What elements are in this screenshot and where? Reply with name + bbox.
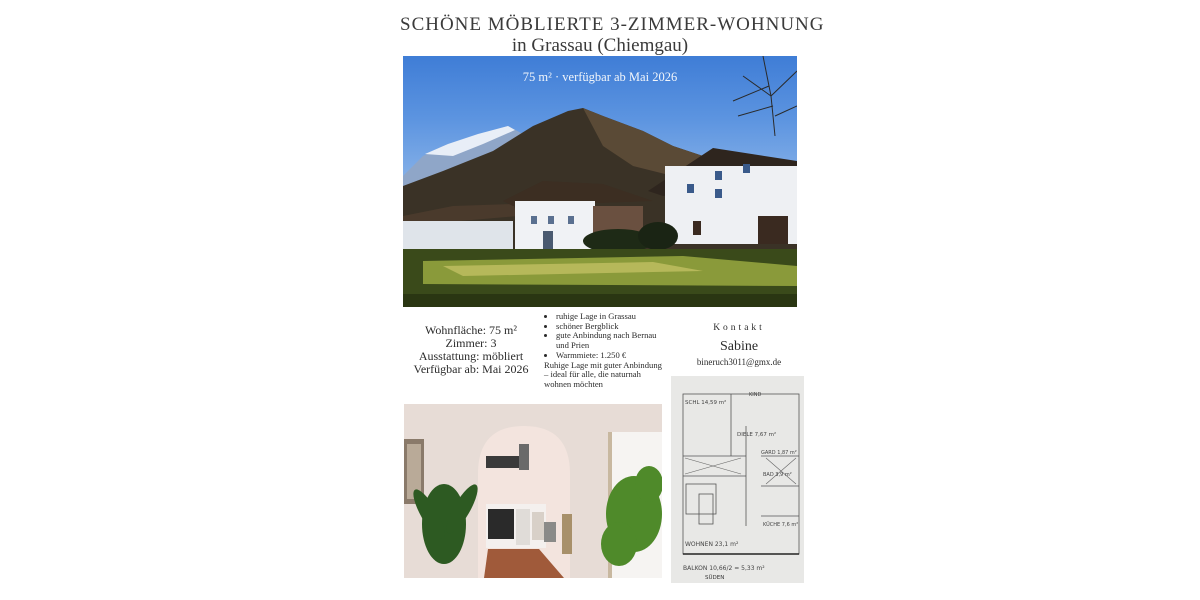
svg-text:DIELE 7,67 m²: DIELE 7,67 m² — [737, 432, 777, 438]
svg-text:BALKON 10,66/2 = 5,33 m²: BALKON 10,66/2 = 5,33 m² — [683, 565, 765, 572]
contact-email[interactable]: bineruch3011@gmx.de — [696, 357, 782, 367]
fact-area: Wohnfläche: 75 m² — [425, 323, 517, 337]
feature-item: • schöner Bergblick — [556, 322, 662, 332]
floorplan-image — [671, 376, 804, 583]
listing-subtitle: in Grassau (Chiemgau) — [511, 35, 689, 56]
fact-available: Verfügbar ab: Mai 2026 — [413, 362, 529, 376]
svg-text:KIND: KIND — [749, 392, 762, 398]
facts-block — [403, 324, 539, 376]
features-list — [544, 312, 662, 361]
hero-caption: 75 m² · verfügbar ab Mai 2026 — [522, 70, 678, 84]
svg-text:BAD 3,9 m²: BAD 3,9 m² — [763, 472, 792, 478]
listing-title: SCHÖNE MÖBLIERTE 3-ZIMMER-WOHNUNG — [400, 14, 825, 35]
features-description: Ruhige Lage mit guter Anbindung – ideal für alle, die naturnah wohnen möchten — [544, 359, 662, 389]
kitchen-photo — [404, 404, 662, 578]
svg-text:SÜDEN: SÜDEN — [705, 575, 725, 581]
svg-text:GARD 1,87 m²: GARD 1,87 m² — [761, 450, 797, 456]
feature-item: • Warmmiete: 1.250 € — [556, 351, 662, 361]
features-block — [544, 312, 662, 390]
contact-block — [668, 323, 810, 367]
contact-name: Sabine — [719, 339, 759, 354]
floorplan-illustration — [671, 376, 804, 583]
feature-item: • ruhige Lage in Grassau — [556, 312, 662, 322]
contact-heading: Kontakt — [713, 323, 765, 333]
hero-photo — [403, 56, 797, 307]
fact-rooms: Zimmer: 3 — [445, 336, 497, 350]
svg-text:SCHL 14,59 m²: SCHL 14,59 m² — [685, 400, 727, 406]
kitchen-illustration — [404, 404, 662, 578]
svg-text:KÜCHE 7,6 m²: KÜCHE 7,6 m² — [763, 522, 799, 528]
svg-text:WOHNEN 23,1 m²: WOHNEN 23,1 m² — [685, 541, 739, 548]
mountain-houses-illustration — [403, 56, 797, 307]
fact-furnishing: Ausstattung: möbliert — [418, 349, 524, 363]
feature-item: • gute Anbindung nach Bernau und Prien — [556, 331, 662, 350]
